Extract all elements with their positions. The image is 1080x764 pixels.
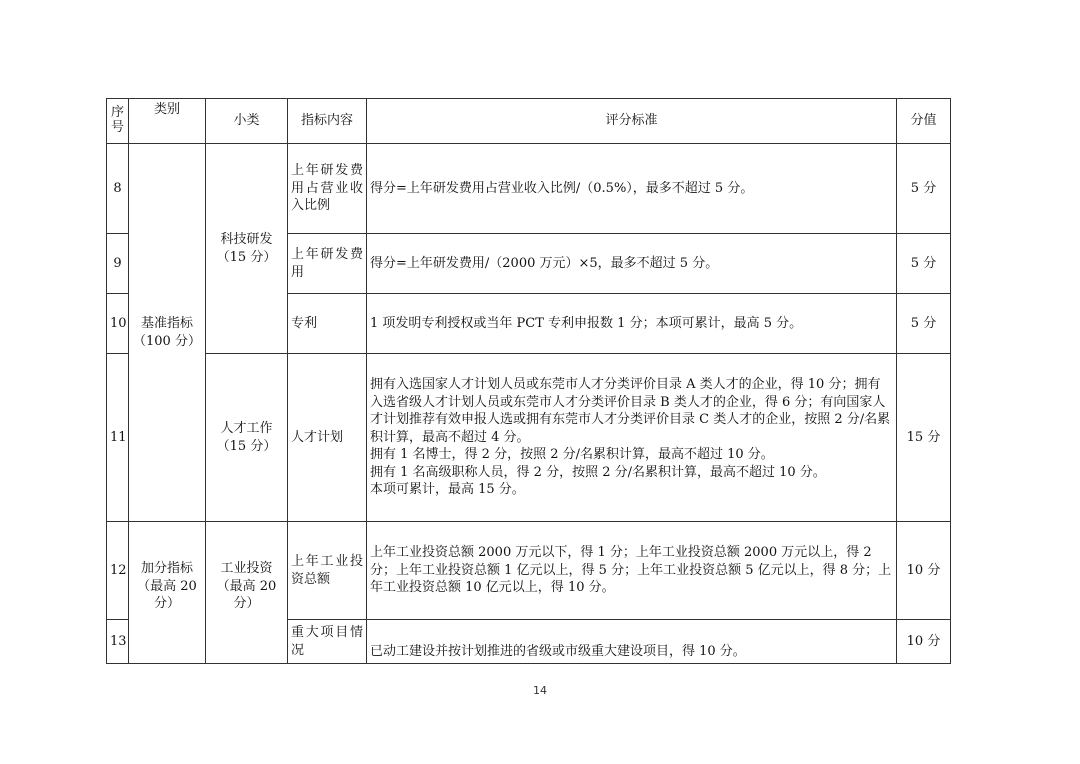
row-indicator: 上年研发费用	[288, 234, 367, 294]
header-subcategory: 小类	[206, 99, 288, 144]
header-seq	[107, 99, 129, 144]
table-row	[107, 144, 951, 234]
row-criteria: 上年工业投资总额 2000 万元以下，得 1 分；上年工业投资总额 2000 万元以上，得 2 分；上年工业投资总额 1 亿元以上，得 5 分；上年工业投资总额 5 亿元以上，得 8 分；上年工业投资总额 10 亿元以上，得 10 分。	[367, 522, 897, 620]
header-criteria: 评分标准	[367, 99, 897, 144]
row-indicator: 重大项目情况	[288, 620, 367, 664]
row-score: 5 分	[897, 234, 951, 294]
header-seq-text: 序号	[110, 105, 124, 135]
row-criteria: 1 项发明专利授权或当年 PCT 专利申报数 1 分；本项可累计，最高 5 分。	[367, 294, 897, 354]
row-index: 13	[107, 620, 129, 664]
page-number: 14	[533, 684, 547, 697]
row-criteria: 得分=上年研发费用/（2000 万元）×5，最多不超过 5 分。	[367, 234, 897, 294]
row-score: 15 分	[897, 354, 951, 522]
group-base: 基准指标（100 分）	[129, 144, 206, 522]
criteria-line: 拥有入选国家人才计划人员或东莞市人才分类评价目录 A 类人才的企业，得 10 分；拥有入选省级人才计划人员或东莞市人才分类评价目录 B 类人才的企业，得 6 分；有向国家人才计划推荐有效申报人选或拥有东莞市人才分类评价目录 C 类人才的企业，按照 2 分/名累积计算，最高不超过 4 分。	[370, 377, 891, 445]
criteria-line: 拥有 1 名博士，得 2 分，按照 2 分/名累积计算，最高不超过 10 分。	[370, 447, 774, 463]
row-criteria: 已动工建设并按计划推进的省级或市级重大建设项目，得 10 分。	[367, 620, 897, 664]
subgroup-investment: 工业投资（最高 20 分）	[206, 522, 288, 664]
row-score: 5 分	[897, 294, 951, 354]
criteria-line: 拥有 1 名高级职称人员，得 2 分，按照 2 分/名累积计算，最高不超过 10 分。	[370, 464, 826, 480]
row-score: 10 分	[897, 620, 951, 664]
row-criteria	[367, 354, 897, 522]
group-bonus: 加分指标（最高 20 分）	[129, 522, 206, 664]
row-index: 10	[107, 294, 129, 354]
table-header-row	[107, 99, 951, 144]
row-index: 11	[107, 354, 129, 522]
row-index: 8	[107, 144, 129, 234]
table-row	[107, 354, 951, 522]
header-category: 类别	[129, 99, 206, 144]
header-indicator: 指标内容	[288, 99, 367, 144]
row-indicator: 上年工业投资总额	[288, 522, 367, 620]
header-score: 分值	[897, 99, 951, 144]
row-score: 5 分	[897, 144, 951, 234]
row-criteria: 得分=上年研发费用占营业收入比例/（0.5%），最多不超过 5 分。	[367, 144, 897, 234]
table-row	[107, 522, 951, 620]
criteria-line: 本项可累计，最高 15 分。	[370, 482, 525, 498]
row-score: 10 分	[897, 522, 951, 620]
row-indicator: 专利	[288, 294, 367, 354]
row-indicator: 人才计划	[288, 354, 367, 522]
subgroup-rd: 科技研发（15 分）	[206, 144, 288, 354]
subgroup-talent: 人才工作（15 分）	[206, 354, 288, 522]
row-indicator: 上年研发费用占营业收入比例	[288, 144, 367, 234]
row-index: 9	[107, 234, 129, 294]
row-index: 12	[107, 522, 129, 620]
scoring-table	[106, 98, 951, 664]
